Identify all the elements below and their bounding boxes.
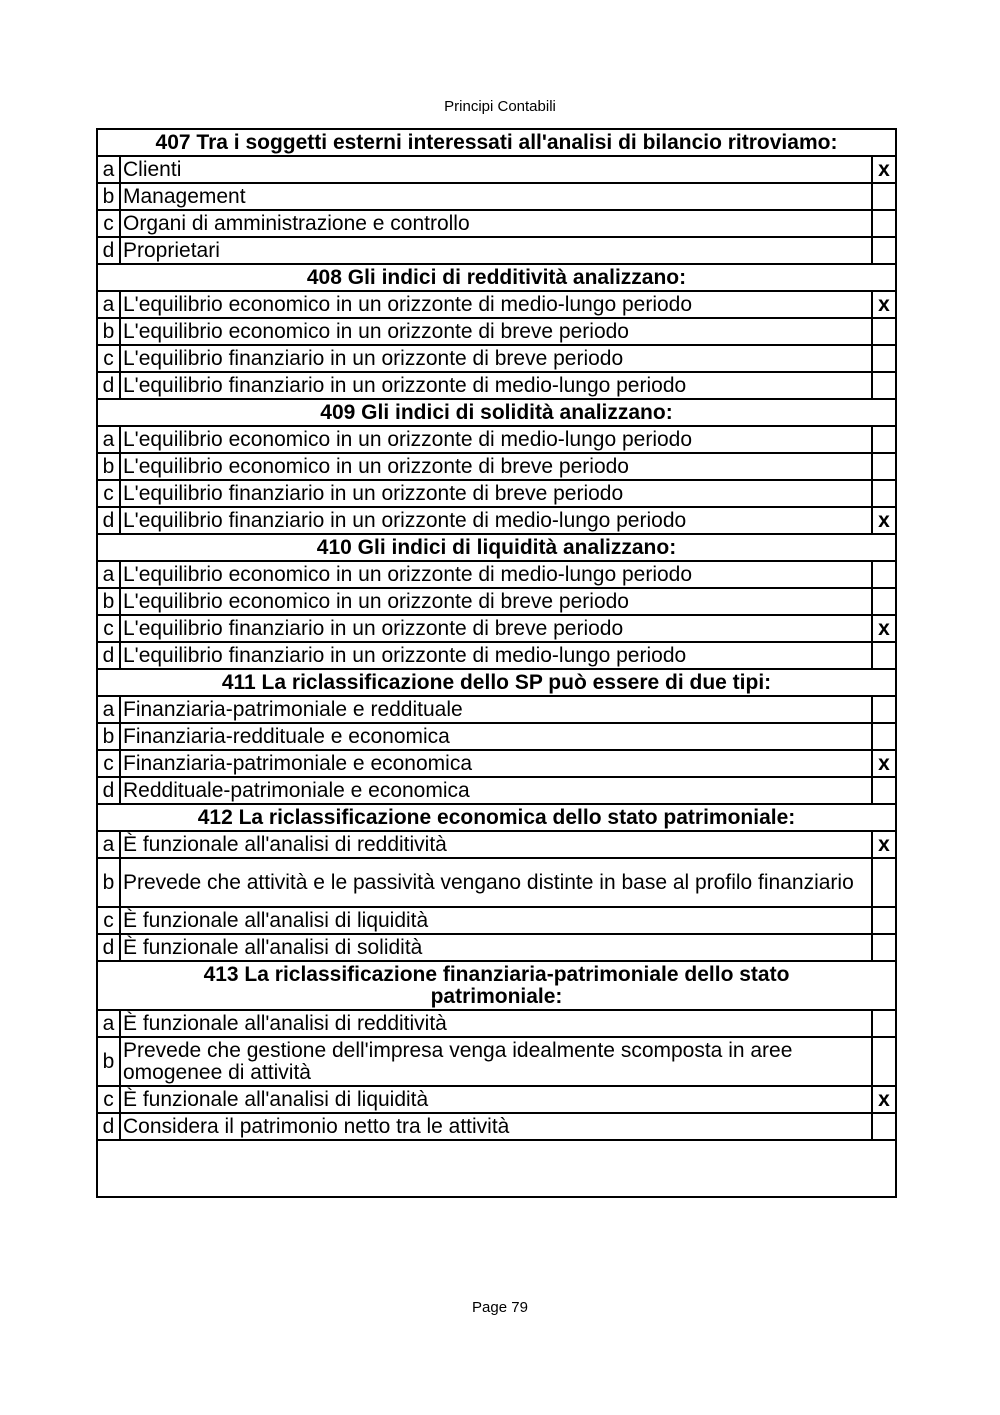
question-row — [97, 804, 896, 831]
option-row — [97, 777, 896, 804]
option-row — [97, 696, 896, 723]
option-text: L'equilibrio finanziario in un orizzonte di medio-lungo periodo — [120, 642, 872, 669]
option-letter: d — [97, 934, 120, 961]
option-row — [97, 237, 896, 264]
answer-mark — [872, 588, 896, 615]
option-text: Finanziaria-patrimoniale e reddituale — [120, 696, 872, 723]
answer-mark — [872, 237, 896, 264]
option-text: Finanziaria-patrimoniale e economica — [120, 750, 872, 777]
option-row — [97, 291, 896, 318]
question-title: 407 Tra i soggetti esterni interessati all'analisi di bilancio ritroviamo: — [97, 129, 896, 156]
option-row — [97, 907, 896, 934]
option-row — [97, 1010, 896, 1037]
option-text: È funzionale all'analisi di solidità — [120, 934, 872, 961]
option-letter: a — [97, 156, 120, 183]
option-row — [97, 934, 896, 961]
question-title: 410 Gli indici di liquidità analizzano: — [97, 534, 896, 561]
answer-mark — [872, 858, 896, 907]
option-row — [97, 318, 896, 345]
option-text: È funzionale all'analisi di liquidità — [120, 907, 872, 934]
answer-mark — [872, 318, 896, 345]
option-text: Considera il patrimonio netto tra le attività — [120, 1113, 872, 1140]
option-letter: a — [97, 561, 120, 588]
option-text: È funzionale all'analisi di liquidità — [120, 1086, 872, 1113]
answer-mark: x — [872, 507, 896, 534]
option-letter: b — [97, 723, 120, 750]
option-row — [97, 831, 896, 858]
option-text: L'equilibrio economico in un orizzonte di medio-lungo periodo — [120, 291, 872, 318]
question-title: 413 La riclassificazione finanziaria-patrimoniale dello stato patrimoniale: — [97, 961, 896, 1010]
option-letter: c — [97, 907, 120, 934]
answer-mark: x — [872, 615, 896, 642]
option-letter: a — [97, 291, 120, 318]
option-letter: c — [97, 210, 120, 237]
answer-mark — [872, 777, 896, 804]
option-text: L'equilibrio finanziario in un orizzonte di breve periodo — [120, 480, 872, 507]
option-letter: b — [97, 858, 120, 907]
option-letter: c — [97, 480, 120, 507]
option-text: Proprietari — [120, 237, 872, 264]
answer-mark — [872, 345, 896, 372]
option-letter: d — [97, 507, 120, 534]
option-row — [97, 588, 896, 615]
option-letter: a — [97, 426, 120, 453]
option-letter: c — [97, 750, 120, 777]
answer-mark — [872, 934, 896, 961]
option-letter: a — [97, 831, 120, 858]
answer-mark: x — [872, 1086, 896, 1113]
option-row — [97, 480, 896, 507]
option-text: L'equilibrio economico in un orizzonte di breve periodo — [120, 588, 872, 615]
option-letter: c — [97, 615, 120, 642]
option-letter: b — [97, 318, 120, 345]
question-title: 409 Gli indici di solidità analizzano: — [97, 399, 896, 426]
answer-mark — [872, 723, 896, 750]
option-letter: b — [97, 453, 120, 480]
question-row — [97, 399, 896, 426]
option-letter: d — [97, 237, 120, 264]
option-text: L'equilibrio finanziario in un orizzonte di medio-lungo periodo — [120, 507, 872, 534]
option-row — [97, 858, 896, 907]
option-text: Finanziaria-reddituale e economica — [120, 723, 872, 750]
option-letter: c — [97, 1086, 120, 1113]
option-letter: a — [97, 1010, 120, 1037]
page-header: Principi Contabili — [444, 98, 556, 115]
empty-row — [97, 1140, 896, 1197]
option-text: L'equilibrio economico in un orizzonte di medio-lungo periodo — [120, 426, 872, 453]
answer-mark: x — [872, 291, 896, 318]
option-row — [97, 1086, 896, 1113]
option-text: È funzionale all'analisi di redditività — [120, 1010, 872, 1037]
option-text: Organi di amministrazione e controllo — [120, 210, 872, 237]
question-row — [97, 669, 896, 696]
empty-cell — [97, 1140, 896, 1197]
answer-mark — [872, 372, 896, 399]
option-text: L'equilibrio economico in un orizzonte di breve periodo — [120, 318, 872, 345]
question-title: 411 La riclassificazione dello SP può essere di due tipi: — [97, 669, 896, 696]
option-letter: b — [97, 1037, 120, 1086]
question-row — [97, 264, 896, 291]
answer-mark: x — [872, 750, 896, 777]
option-row — [97, 453, 896, 480]
question-row — [97, 961, 896, 1010]
option-row — [97, 156, 896, 183]
option-letter: b — [97, 183, 120, 210]
answer-mark — [872, 642, 896, 669]
question-title: 412 La riclassificazione economica dello stato patrimoniale: — [97, 804, 896, 831]
option-text: L'equilibrio finanziario in un orizzonte di breve periodo — [120, 615, 872, 642]
page-footer: Page 79 — [472, 1299, 528, 1316]
question-row — [97, 129, 896, 156]
answer-mark — [872, 453, 896, 480]
option-row — [97, 1037, 896, 1086]
option-text: Clienti — [120, 156, 872, 183]
quiz-table — [96, 128, 897, 1198]
option-text: L'equilibrio finanziario in un orizzonte di medio-lungo periodo — [120, 372, 872, 399]
option-text: L'equilibrio economico in un orizzonte di medio-lungo periodo — [120, 561, 872, 588]
option-text: L'equilibrio finanziario in un orizzonte di breve periodo — [120, 345, 872, 372]
question-row — [97, 534, 896, 561]
option-letter: c — [97, 345, 120, 372]
option-row — [97, 372, 896, 399]
option-text: Prevede che attività e le passività vengano distinte in base al profilo finanziario — [120, 858, 872, 907]
question-title: 408 Gli indici di redditività analizzano: — [97, 264, 896, 291]
option-row — [97, 426, 896, 453]
option-row — [97, 345, 896, 372]
option-letter: d — [97, 642, 120, 669]
option-letter: d — [97, 372, 120, 399]
answer-mark — [872, 426, 896, 453]
option-row — [97, 561, 896, 588]
option-row — [97, 210, 896, 237]
answer-mark — [872, 480, 896, 507]
option-row — [97, 642, 896, 669]
answer-mark — [872, 561, 896, 588]
option-row — [97, 1113, 896, 1140]
answer-mark — [872, 183, 896, 210]
option-letter: b — [97, 588, 120, 615]
option-letter: a — [97, 696, 120, 723]
answer-mark — [872, 1113, 896, 1140]
answer-mark — [872, 907, 896, 934]
answer-mark: x — [872, 831, 896, 858]
option-letter: d — [97, 1113, 120, 1140]
option-text: Prevede che gestione dell'impresa venga idealmente scomposta in aree omogenee di attività — [120, 1037, 872, 1086]
option-row — [97, 507, 896, 534]
answer-mark — [872, 1010, 896, 1037]
answer-mark — [872, 1037, 896, 1086]
answer-mark — [872, 696, 896, 723]
option-text: L'equilibrio economico in un orizzonte di breve periodo — [120, 453, 872, 480]
option-row — [97, 750, 896, 777]
option-row — [97, 723, 896, 750]
option-text: È funzionale all'analisi di redditività — [120, 831, 872, 858]
option-text: Management — [120, 183, 872, 210]
option-letter: d — [97, 777, 120, 804]
answer-mark: x — [872, 156, 896, 183]
option-text: Reddituale-patrimoniale e economica — [120, 777, 872, 804]
answer-mark — [872, 210, 896, 237]
option-row — [97, 183, 896, 210]
option-row — [97, 615, 896, 642]
